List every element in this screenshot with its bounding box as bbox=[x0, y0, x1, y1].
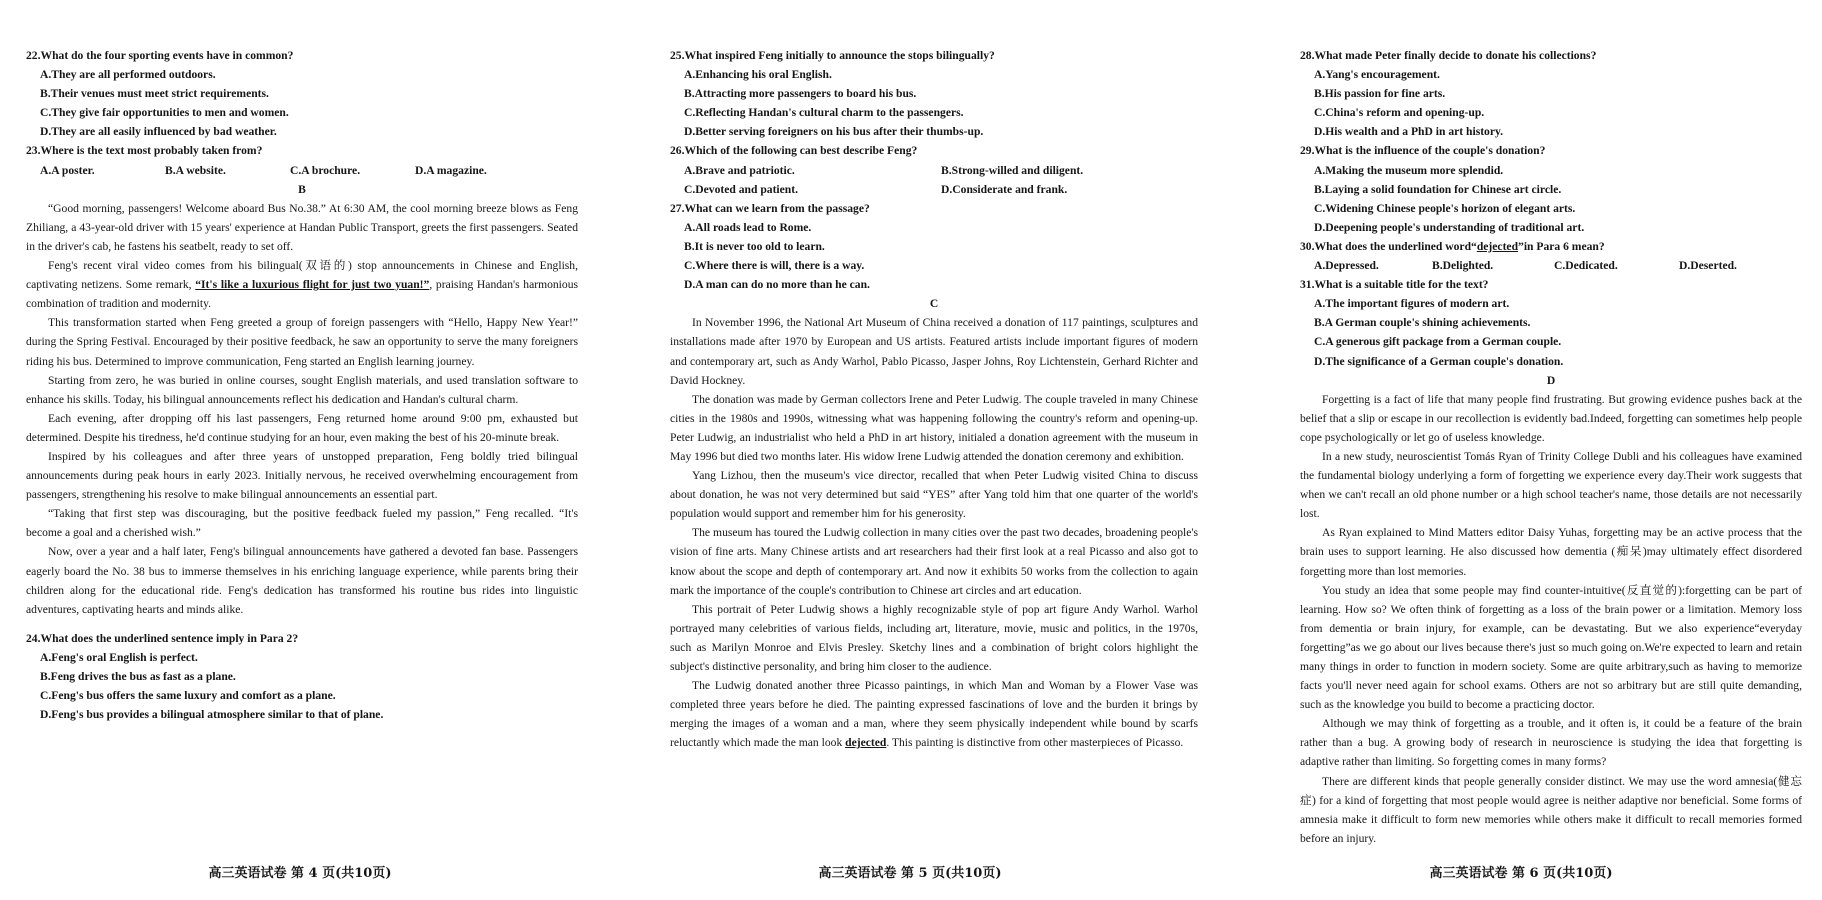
question-28-option-c: C.China's reform and opening-up. bbox=[1314, 106, 1485, 120]
passage-c-para-6-text-after: . This painting is distinctive from other masterpieces of Picasso. bbox=[886, 736, 1184, 750]
question-26-option-b: B.Strong-willed and diligent. bbox=[941, 163, 1084, 177]
page-6-content bbox=[1300, 46, 1802, 848]
question-22-option-a: A.They are all performed outdoors. bbox=[40, 68, 216, 82]
passage-c-para-6-text-before: The Ludwig donated another three Picasso paintings, in which Man and Woman by a Flower Vase was completed three years before he died. The painting expressed fascinations of love and the burden it brings by merging the images of a woman and a man, where they seem physically independent while bound by scarfs reluctantly which made the man look bbox=[670, 679, 1198, 750]
passage-b-para-4: Starting from zero, he was buried in online courses, sought English materials, and used translation software to enhance his skills. Today, his bilingual announcements reflect his dedication and Handan's cultural charm. bbox=[26, 373, 578, 406]
question-26-option-d: D.Considerate and frank. bbox=[941, 182, 1068, 196]
question-30-stem bbox=[1300, 237, 1802, 256]
question-24-option-b: B.Feng drives the bus as fast as a plane. bbox=[40, 670, 236, 683]
question-30-stem-after: ”in Para 6 mean? bbox=[1518, 239, 1605, 253]
question-25-option-d: D.Better serving foreigners on his bus after their thumbs-up. bbox=[684, 125, 984, 139]
question-30-underlined-word: dejected bbox=[1476, 239, 1519, 253]
page-5-footer: 高三英语试卷 第 5 页(共10页) bbox=[818, 866, 1002, 881]
exam-page-4 bbox=[0, 0, 600, 900]
question-23-option-b: B.A website. bbox=[165, 163, 226, 177]
question-27-option-a: A.All roads lead to Rome. bbox=[684, 220, 812, 234]
underlined-word: dejected bbox=[845, 736, 887, 750]
question-25-stem: 25.What inspired Feng initially to announce the stops bilingually? bbox=[670, 49, 995, 62]
question-24-stem: 24.What does the underlined sentence imply in Para 2? bbox=[26, 631, 299, 645]
question-26-options bbox=[670, 161, 1198, 199]
question-23-stem: 23.Where is the text most probably taken from? bbox=[26, 144, 263, 158]
question-30-option-d: D.Deserted. bbox=[1679, 259, 1737, 273]
section-b-heading: B bbox=[298, 182, 306, 196]
passage-d-para-6: There are different kinds that people generally consider distinct. We may use the word amnesia(健忘症) for a kind of forgetting that most people would agree is neither adaptive nor beneficial. Some forms of amnesia make it difficult to form new memories while others make it difficult to recall memories formed before an injury. bbox=[1300, 774, 1802, 845]
spacer bbox=[26, 619, 578, 629]
question-28-option-b: B.His passion for fine arts. bbox=[1314, 87, 1446, 101]
question-22-option-d: D.They are all easily influenced by bad weather. bbox=[40, 125, 277, 139]
question-29-option-b: B.Laying a solid foundation for Chinese art circle. bbox=[1314, 182, 1562, 196]
question-29-option-d: D.Deepening people's understanding of traditional art. bbox=[1314, 220, 1585, 234]
question-28-option-d: D.His wealth and a PhD in art history. bbox=[1314, 125, 1504, 139]
passage-c-para-1: In November 1996, the National Art Museum of China received a donation of 117 paintings, sculptures and installations made after 1970 by European and US artists. Featured artists include important figures of modern and contemporary art, such as Andy Warhol, Pablo Picasso, Jasper Johns, Roy Lichtenstein, Gerhard Richter and David Hockney. bbox=[670, 316, 1198, 387]
exam-page-6 bbox=[1220, 0, 1822, 900]
question-24-option-a: A.Feng's oral English is perfect. bbox=[40, 650, 198, 664]
passage-b-para-6: Inspired by his colleagues and after three years of unstopped preparation, Feng boldly tried bilingual announcements during peak hours in early 2023. Initially nervous, he received overwhelming encouragement from passengers, strengthening his resolve to make bilingual announcements an essential part. bbox=[26, 449, 578, 502]
passage-d-para-5: Although we may think of forgetting as a trouble, and it often is, it could be a feature of the brain rather than a bug. A growing body of research in neuroscience is studying the idea that forgetting is adaptive rather than limiting. So forgetting comes in many forms? bbox=[1300, 717, 1802, 769]
question-23-option-c: C.A brochure. bbox=[290, 163, 361, 177]
question-22-stem: 22.What do the four sporting events have in common? bbox=[26, 49, 294, 62]
exam-page-5 bbox=[600, 0, 1220, 900]
passage-b-para-2-text-before: Feng's recent viral video comes from his bilingual(双语的) stop announcements in Chinese and English, captivating netizens. Some remark, bbox=[26, 259, 578, 292]
passage-b-para-8: Now, over a year and a half later, Feng's bilingual announcements have gathered a devoted fan base. Passengers eagerly board the No. 38 bus to immerse themselves in his enriching language experience, while parents bring their children along for the educational ride. Feng's dedication has transformed his routine bus rides into linguistic adventures, captivating hearts and minds alike. bbox=[26, 545, 578, 616]
question-23-option-a: A.A poster. bbox=[40, 163, 95, 177]
passage-c-para-5: This portrait of Peter Ludwig shows a highly recognizable style of pop art figure Andy Warhol. Warhol portrayed many celebrities of various fields, including art, literature, movie, music and politics, in the 1970s, such as Marilyn Monroe and Elvis Presley. Sketchy lines and a combination of bright colors highlight the subject's distinctive personality, and bring him closer to the audience. bbox=[670, 602, 1198, 673]
passage-d-para-3: As Ryan explained to Mind Matters editor Daisy Yuhas, forgetting may be an active process that the brain uses to support learning. He also discussed how dementia (痴呆)may ultimately effect disordered forgetting more than lost memories. bbox=[1300, 526, 1802, 578]
question-28-stem: 28.What made Peter finally decide to donate his collections? bbox=[1300, 49, 1597, 62]
question-31-option-c: C.A generous gift package from a German couple. bbox=[1314, 335, 1562, 349]
passage-c-para-4: The museum has toured the Ludwig collection in many cities over the past two decades, broadening people's vision of fine arts. Many Chinese artists and art researchers had their first look at a real Picasso and also got to know about the scope and depth of contemporary art. And now it exhibits 50 works from the collection to again mark the importance of the couple's contribution to Chinese art circles and art education. bbox=[670, 526, 1198, 597]
question-26-option-c: C.Devoted and patient. bbox=[684, 182, 799, 196]
question-26-stem: 26.Which of the following can best describe Feng? bbox=[670, 144, 918, 158]
passage-d-para-1: Forgetting is a fact of life that many people find frustrating. But growing evidence pushes back at the belief that a slip or escape in our recollection is evidently bad.Indeed, forgetting can sometimes help people cope psychologically or let go of useless knowledge. bbox=[1300, 392, 1802, 444]
passage-d-para-2: In a new study, neuroscientist Tomás Ryan of Trinity College Dubli and his colleagues have examined the fundamental biology underlying a form of forgetting we experience every day.Their work suggests that when we can't recall an old phone number or a high school teacher's name, those details are not necessarily lost. bbox=[1300, 449, 1802, 521]
question-27-option-d: D.A man can do no more than he can. bbox=[684, 278, 870, 292]
question-23-option-d: D.A magazine. bbox=[415, 163, 487, 177]
passage-b-para-5: Each evening, after dropping off his last passengers, Feng returned home around 9:00 pm, exhausted but determined. Despite his tiredness, he'd continue studying for an hour, even making the best of his 20-minute break. bbox=[26, 411, 578, 444]
passage-c-para-3: Yang Lizhou, then the museum's vice director, recalled that when Peter Ludwig visited China to discuss about donation, he was not very determined but said “YES” after Yang told him that one quarter of the world's population would support and remember him for his generosity. bbox=[670, 469, 1198, 521]
question-24-option-c: C.Feng's bus offers the same luxury and comfort as a plane. bbox=[40, 689, 336, 703]
page-4-content bbox=[26, 46, 578, 724]
passage-c-para-6 bbox=[670, 676, 1198, 752]
passage-d-para-4: You study an idea that some people may find counter-intuitive(反直觉的):forgetting can be part of learning. How so? We often think of forgetting as a loss of the brain power or a limitation. Memory loss from dementia or brain injury, for example, can be devastating. But we also experience“everyday forgetting”as we go about our lives because there's just so much going on.We're expected to learn and retain many things in order to function in modern society. Some are quite arbitrary,such as having to memorize facts you'll never need again for school exams. Others are not so arbitrary but are still quite demanding, such as the knowledge you build to become a practicing doctor. bbox=[1300, 583, 1802, 712]
section-d-heading: D bbox=[1546, 373, 1556, 387]
question-27-stem: 27.What can we learn from the passage? bbox=[670, 201, 870, 215]
passage-b-para-2-text-after: , praising Handan's harmonious combination of tradition and modernity. bbox=[26, 278, 579, 311]
question-24-option-d: D.Feng's bus provides a bilingual atmosphere similar to that of plane. bbox=[40, 708, 384, 722]
page-6-footer: 高三英语试卷 第 6 页(共10页) bbox=[1429, 866, 1613, 881]
question-30-option-b: B.Delighted. bbox=[1432, 259, 1494, 273]
question-25-option-a: A.Enhancing his oral English. bbox=[684, 68, 832, 82]
question-29-stem: 29.What is the influence of the couple's donation? bbox=[1300, 144, 1546, 158]
question-29-option-a: A.Making the museum more splendid. bbox=[1314, 163, 1504, 177]
question-23-options bbox=[26, 161, 578, 180]
passage-b-para-2 bbox=[26, 256, 578, 313]
question-31-option-b: B.A German couple's shining achievements. bbox=[1314, 316, 1531, 330]
question-22-option-c: C.They give fair opportunities to men and women. bbox=[40, 106, 289, 120]
question-25-option-b: B.Attracting more passengers to board his bus. bbox=[684, 87, 917, 101]
question-31-option-a: A.The important figures of modern art. bbox=[1314, 297, 1510, 311]
passage-b-para-7: “Taking that first step was discouraging, but the positive feedback fueled my passion,” Feng recalled. “It's become a goal and a cherished wish.” bbox=[26, 507, 578, 540]
question-22-option-b: B.Their venues must meet strict requirements. bbox=[40, 87, 269, 101]
question-27-option-b: B.It is never too old to learn. bbox=[684, 239, 825, 253]
page-4-footer: 高三英语试卷 第 4 页(共10页) bbox=[208, 866, 392, 881]
passage-b-para-1: “Good morning, passengers! Welcome aboard Bus No.38.” At 6:30 AM, the cool morning breeze blows as Feng Zhiliang, a 43-year-old driver with 15 years' experience at Handan Public Transport, greets the first passengers. Seated in the driver's cab, he fastens his seatbelt, ready to set off. bbox=[26, 201, 578, 253]
question-25-option-c: C.Reflecting Handan's cultural charm to the passengers. bbox=[684, 106, 964, 120]
question-27-option-c: C.Where there is will, there is a way. bbox=[684, 259, 865, 273]
passage-c-para-2: The donation was made by German collectors Irene and Peter Ludwig. The couple traveled in many Chinese cities in the 1980s and 1990s, witnessing what was happening following the country's reform and opening-up. Peter Ludwig, an industrialist who held a PhD in art history, initialed a donation agreement with the museum in May 1996 but died two months later. His widow Irene Ludwig attended the donation ceremony and exhibition. bbox=[670, 392, 1198, 463]
question-30-option-a: A.Depressed. bbox=[1314, 259, 1379, 273]
question-26-option-a: A.Brave and patriotic. bbox=[684, 163, 795, 177]
question-30-options bbox=[1300, 256, 1802, 275]
question-28-option-a: A.Yang's encouragement. bbox=[1314, 68, 1440, 82]
underlined-sentence: “It's like a luxurious flight for just two yuan!” bbox=[195, 278, 430, 292]
page-5-content bbox=[670, 46, 1198, 752]
question-30-stem-before: 30.What does the underlined word“ bbox=[1300, 239, 1477, 253]
question-31-stem: 31.What is a suitable title for the text? bbox=[1300, 278, 1489, 292]
question-29-option-c: C.Widening Chinese people's horizon of elegant arts. bbox=[1314, 201, 1576, 215]
passage-b-para-3: This transformation started when Feng greeted a group of foreign passengers with “Hello, Happy New Year!” during the Spring Festival. Encouraged by their positive feedback, he saw an opportunity to serve the many foreigners riding his bus. Determined to improve communication, Feng started an English learning journey. bbox=[26, 316, 578, 368]
section-c-heading: C bbox=[929, 297, 939, 311]
question-31-option-d: D.The significance of a German couple's donation. bbox=[1314, 354, 1564, 368]
question-30-option-c: C.Dedicated. bbox=[1554, 259, 1618, 273]
